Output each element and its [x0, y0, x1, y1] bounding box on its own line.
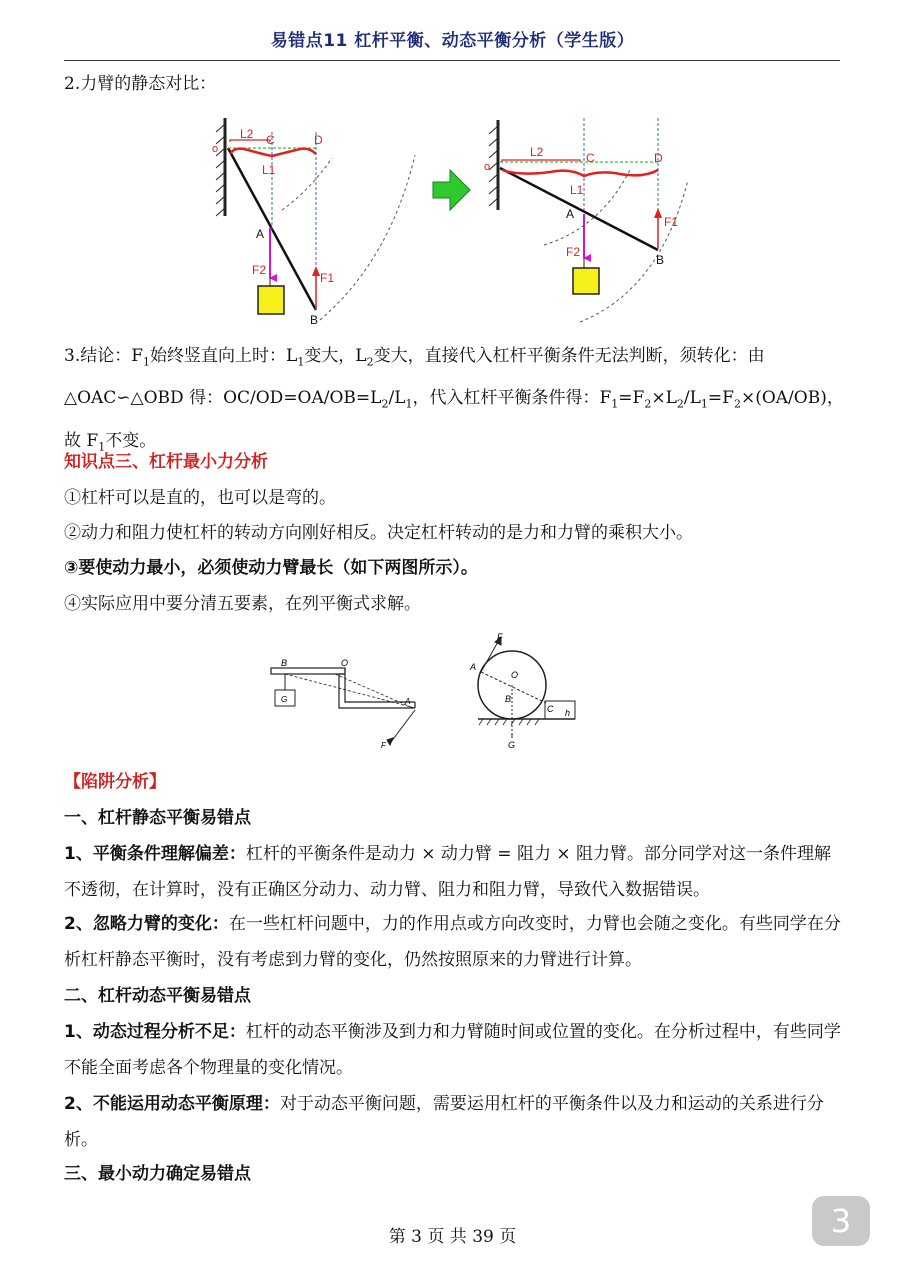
trap-paragraph-2: 2、忽略力臂的变化：在一些杠杆问题中，力的作用点或方向改变时，力臂也会随之变化。有些同学在分析杠杆静态平衡时，没有考虑到力臂的变化，仍然按照原来的力臂进行计算。: [64, 914, 841, 970]
right-label-a: A: [566, 207, 575, 221]
trap-section-2: 二、杠杆动态平衡易错点: [64, 986, 251, 1006]
page-footer: 第 3 页 共 39 页: [388, 1227, 517, 1247]
left-lever-diagram: [212, 118, 415, 327]
wheel-label-h: h: [565, 708, 571, 718]
kp3-item-1: ①杠杆可以是直的，也可以是弯的。: [64, 488, 336, 508]
trap-paragraph-4: 2、不能运用动态平衡原理：对于动态平衡问题，需要运用杠杆的平衡条件以及力和运动的关系进行分析。: [64, 1094, 824, 1150]
trap-paragraph-1: 1、平衡条件理解偏差：杠杆的平衡条件是动力 × 动力臂 = 阻力 × 阻力臂。部分同学对这一条件理解不透彻，在计算时，没有正确区分动力、动力臂、阻力和阻力臂，导致代入数据错误。: [64, 844, 831, 900]
wheel-label-b: B: [505, 694, 512, 704]
right-label-f1: F1: [664, 215, 679, 229]
left-label-a: A: [256, 227, 265, 241]
header-rule: [64, 60, 840, 61]
right-label-f2: F2: [566, 245, 581, 259]
wheel-diagram: [478, 637, 575, 738]
wheel-label-f: F: [497, 632, 503, 642]
trap-analysis-title: 【陷阱分析】: [64, 772, 166, 792]
left-label-d: D: [314, 133, 323, 147]
left-label-l1: L1: [262, 163, 276, 177]
page-header: 易错点11 杠杆平衡、动态平衡分析（学生版）: [270, 31, 635, 51]
left-label-f2: F2: [252, 263, 267, 277]
left-label-f1: F1: [320, 271, 335, 285]
bent-label-f: F: [381, 741, 386, 750]
right-lever-bar: [500, 168, 658, 250]
trap-section-1: 一、杠杆静态平衡易错点: [64, 808, 251, 828]
right-label-c: C: [586, 151, 595, 165]
section-title-static-compare: 2.力臂的静态对比：: [64, 74, 217, 94]
minimum-force-figure: [265, 630, 595, 752]
wheel-label-o: O: [511, 670, 519, 680]
bent-label-g: G: [281, 695, 288, 704]
bent-label-o: O: [341, 658, 349, 668]
left-label-l2: L2: [240, 127, 254, 141]
right-label-d: D: [654, 151, 663, 165]
wheel-label-c: C: [547, 704, 554, 714]
right-label-l1: L1: [570, 183, 584, 197]
right-label-o: o: [484, 161, 491, 173]
bent-label-b: B: [281, 658, 288, 668]
trap-paragraph-3: 1、动态过程分析不足：杠杆的动态平衡涉及到力和力臂随时间或位置的变化。在分析过程中，有些同学不能全面考虑各个物理量的变化情况。: [64, 1022, 841, 1078]
left-label-o: o: [212, 143, 219, 155]
knowledge-point-3-title: 知识点三、杠杆最小力分析: [64, 452, 268, 472]
kp3-item-4: ④实际应用中要分清五要素，在列平衡式求解。: [64, 594, 421, 614]
bent-lever-diagram: [271, 668, 415, 745]
left-label-c: C: [266, 133, 275, 147]
wheel-label-g: G: [508, 740, 516, 750]
right-label-l2: L2: [530, 145, 544, 159]
conclusion-paragraph: 3.结论：$F_1$始终竖直向上时：$L_1$变大，$L_2$变大，直接代入杠杆平衡条件无法判断，须转化：由△OAC∽△OBD 得：$OC/OD=OA/OB=L_2/L_1$，代入杠杆平衡条件得：$F_1=F_2\times L_2/L_1=F_2\times(OA/OB)$，故 $F_1$不变。: [64, 346, 844, 454]
kp3-item-3: ③要使动力最小，必须使动力臂最长（如下两图所示）。: [64, 558, 478, 578]
bent-label-a: A: [405, 697, 411, 706]
left-label-b: B: [310, 313, 319, 327]
page-number-badge[interactable]: 3: [812, 1196, 870, 1246]
lever-comparison-figure: [200, 110, 700, 332]
right-lever-diagram: [484, 118, 688, 322]
right-label-b: B: [656, 253, 665, 267]
wheel-label-a: A: [470, 662, 477, 672]
transition-arrow-icon: [433, 170, 470, 210]
kp3-item-2: ②动力和阻力使杠杆的转动方向刚好相反。决定杠杆转动的是力和力臂的乘积大小。: [64, 523, 693, 543]
trap-section-3: 三、最小动力确定易错点: [64, 1164, 251, 1184]
